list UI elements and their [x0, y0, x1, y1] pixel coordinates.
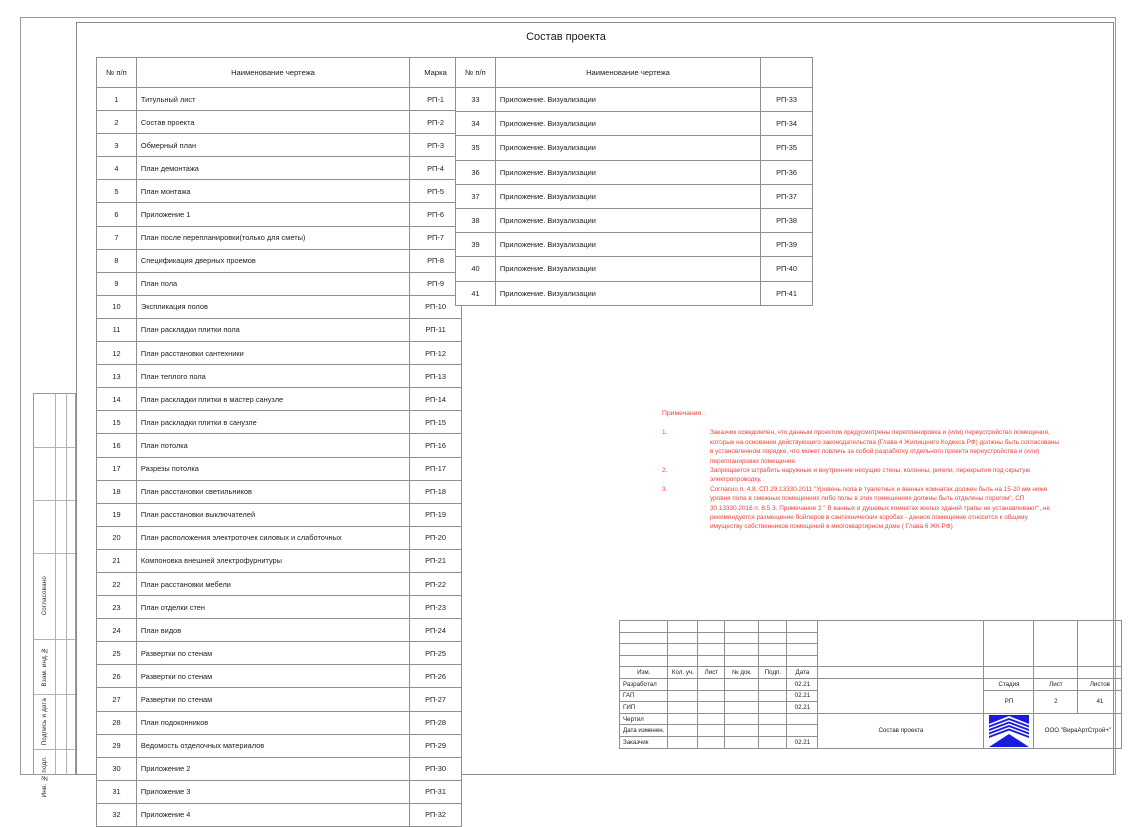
cell-number: 19	[97, 503, 137, 526]
role-label-3: Чертил	[620, 713, 668, 725]
rev-header-dok: № док.	[725, 667, 759, 679]
cell-mark: РП-32	[410, 803, 462, 826]
table-row	[97, 803, 462, 826]
company-name: ООО "ВираАртСтрой+"	[1034, 713, 1122, 748]
table-row	[97, 134, 462, 157]
cell-drawing-name: Приложение. Визуализации	[495, 208, 760, 232]
role-label-4: Дата изменен.	[620, 725, 668, 737]
table-row	[97, 596, 462, 619]
cell-drawing-name: План раскладки плитки в санузле	[136, 411, 409, 434]
cell-mark: РП-7	[410, 226, 462, 249]
stage-header-sheets: Листов	[1078, 678, 1122, 690]
table-row	[97, 734, 462, 757]
table-row	[97, 619, 462, 642]
rev-header-list: Лист	[698, 667, 725, 679]
cell-drawing-name: Компоновка внешней электрофурнитуры	[136, 549, 409, 572]
cell-drawing-name: План теплого пола	[136, 365, 409, 388]
left-stamp-hrule-1	[34, 447, 75, 448]
table-row	[456, 208, 813, 232]
col-header-name-left: Наименование чертежа	[136, 58, 409, 88]
table-row	[97, 780, 462, 803]
cell-mark: РП-30	[410, 757, 462, 780]
cell-mark: РП-38	[761, 208, 813, 232]
cell-mark: РП-5	[410, 180, 462, 203]
cell-number: 8	[97, 249, 137, 272]
stage-value-sheet: 2	[1034, 690, 1078, 713]
cell-number: 34	[456, 112, 496, 136]
cell-number: 6	[97, 203, 137, 226]
col-header-mark-left: Марка	[410, 58, 462, 88]
cell-drawing-name: Приложение. Визуализации	[495, 88, 760, 112]
notes-block	[662, 409, 1062, 532]
table-row	[97, 272, 462, 295]
cell-mark: РП-33	[761, 88, 813, 112]
cell-number: 33	[456, 88, 496, 112]
table-row	[97, 111, 462, 134]
note-item	[662, 428, 1062, 466]
note-index: 3.	[662, 485, 668, 493]
table-row	[97, 295, 462, 318]
stage-header-stage: Стадия	[984, 678, 1034, 690]
cell-number: 11	[97, 318, 137, 341]
cell-number: 27	[97, 688, 137, 711]
note-text: Заказчик осведомлен, что данным проектом предусмотрены перепланировка и (или) переустройство помещения, которые на основании действующего законодательства (Глава 4 Жилищного Кодекса РФ) должны быть согласованы в установленном порядке, что может повлечь за собой разработку отдельного проекта переустройства и (или) перепланировки помещения.	[710, 429, 1060, 465]
cell-drawing-name: Приложение. Визуализации	[495, 160, 760, 184]
table-row	[97, 572, 462, 595]
cell-drawing-name: План отделки стен	[136, 596, 409, 619]
rev-header-data: Дата	[787, 667, 818, 679]
cell-drawing-name: План расстановки выключателей	[136, 503, 409, 526]
cell-mark: РП-15	[410, 411, 462, 434]
role-date-2: 02.21	[787, 702, 818, 714]
cell-mark: РП-18	[410, 480, 462, 503]
cell-mark: РП-19	[410, 503, 462, 526]
role-date-1: 02.21	[787, 690, 818, 702]
cell-number: 12	[97, 342, 137, 365]
note-text: Согласно п. 4.8. СП 29.13330.2011 "Уровень пола в туалетных и ванных комнатах должен быть на 15-20 мм ниже уровня пола в смежных помещениях либо полы в этих помещениях должны быть отделены порогом", СП 30.13330.2016 п. 8.5.3. Примечание 2 " В ванных и душевых комнатах жилых зданий трапы не устанавливают", не рекомендуется размещение бойлеров в сантехнических коробах - данное помещение относится к общему имуществу собственников помещений в многоквартирном доме ( Глава 6 ЖК РФ)	[710, 485, 1051, 531]
role-label-1: ГАП	[620, 690, 668, 702]
cell-mark: РП-3	[410, 134, 462, 157]
cell-number: 22	[97, 572, 137, 595]
cell-drawing-name: Приложение 1	[136, 203, 409, 226]
cell-drawing-name: Приложение. Визуализации	[495, 112, 760, 136]
cell-number: 32	[97, 803, 137, 826]
cell-mark: РП-41	[761, 281, 813, 305]
table-row	[97, 688, 462, 711]
table-row	[97, 157, 462, 180]
table-row	[97, 318, 462, 341]
table-row	[456, 233, 813, 257]
table-header-row	[456, 58, 813, 88]
cell-mark: РП-40	[761, 257, 813, 281]
cell-drawing-name: Приложение 4	[136, 803, 409, 826]
cell-number: 30	[97, 757, 137, 780]
page-title: Состав проекта	[526, 31, 606, 43]
cell-number: 36	[456, 160, 496, 184]
cell-mark: РП-29	[410, 734, 462, 757]
title-block-rev-blank-row	[620, 621, 1122, 633]
cell-drawing-name: Спецификация дверных проемов	[136, 249, 409, 272]
table-row	[97, 365, 462, 388]
cell-drawing-name: План демонтажа	[136, 157, 409, 180]
cell-drawing-name: Приложение. Визуализации	[495, 257, 760, 281]
table-row	[97, 526, 462, 549]
table-row	[456, 184, 813, 208]
cell-mark: РП-16	[410, 434, 462, 457]
stage-value-stage: РП	[984, 690, 1034, 713]
table-row	[97, 388, 462, 411]
cell-mark: РП-11	[410, 318, 462, 341]
cell-drawing-name: План видов	[136, 619, 409, 642]
cell-drawing-name: Приложение. Визуализации	[495, 184, 760, 208]
cell-drawing-name: Состав проекта	[136, 111, 409, 134]
note-index: 2.	[662, 467, 668, 475]
table-row	[97, 457, 462, 480]
cell-number: 7	[97, 226, 137, 249]
cell-mark: РП-39	[761, 233, 813, 257]
col-header-number-right: № п/п	[456, 58, 496, 88]
table-row	[97, 88, 462, 111]
cell-number: 1	[97, 88, 137, 111]
table-header-row	[97, 58, 462, 88]
cell-number: 23	[97, 596, 137, 619]
cell-mark: РП-17	[410, 457, 462, 480]
cell-number: 17	[97, 457, 137, 480]
title-block-role-row	[620, 678, 1122, 690]
role-label-0: Разработал	[620, 678, 668, 690]
cell-number: 4	[97, 157, 137, 180]
notes-title: Примечания :	[662, 410, 706, 417]
title-block	[619, 620, 1122, 749]
col-header-mark-right	[761, 58, 813, 88]
cell-drawing-name: План монтажа	[136, 180, 409, 203]
stage-value-sheets: 41	[1078, 690, 1122, 713]
cell-number: 29	[97, 734, 137, 757]
cell-number: 38	[456, 208, 496, 232]
cell-number: 35	[456, 136, 496, 160]
cell-mark: РП-26	[410, 665, 462, 688]
cell-number: 5	[97, 180, 137, 203]
rev-header-kol: Кол. уч.	[668, 667, 698, 679]
cell-mark: РП-12	[410, 342, 462, 365]
table-row	[97, 642, 462, 665]
cell-mark: РП-25	[410, 642, 462, 665]
cell-drawing-name: Приложение 2	[136, 757, 409, 780]
cell-drawing-name: План раскладки плитки пола	[136, 318, 409, 341]
cell-mark: РП-37	[761, 184, 813, 208]
company-logo-cell	[984, 713, 1034, 748]
cell-mark: РП-28	[410, 711, 462, 734]
cell-mark: РП-24	[410, 619, 462, 642]
cell-drawing-name: Развертки по стенам	[136, 642, 409, 665]
table-row	[456, 88, 813, 112]
role-date-4	[787, 725, 818, 737]
cell-drawing-name: Экспликация полов	[136, 295, 409, 318]
cell-mark: РП-4	[410, 157, 462, 180]
table-row	[97, 665, 462, 688]
cell-drawing-name: План пола	[136, 272, 409, 295]
rev-header-izm: Изм.	[620, 667, 668, 679]
table-row	[97, 180, 462, 203]
viraartstroy-logo-icon	[989, 715, 1029, 747]
table-row	[97, 480, 462, 503]
cell-drawing-name: План расположения электроточек силовых и слаботочных	[136, 526, 409, 549]
cell-drawing-name: Приложение. Визуализации	[495, 233, 760, 257]
cell-number: 37	[456, 184, 496, 208]
left-stamp-label-soglasovano: Согласовано	[41, 576, 48, 616]
table-row	[456, 257, 813, 281]
cell-number: 16	[97, 434, 137, 457]
cell-drawing-name: Обмерный план	[136, 134, 409, 157]
stage-header-sheet: Лист	[1034, 678, 1078, 690]
cell-drawing-name: План расстановки сантехники	[136, 342, 409, 365]
cell-drawing-name: Титульный лист	[136, 88, 409, 111]
role-date-3	[787, 713, 818, 725]
title-block-role-row	[620, 713, 1122, 725]
left-stamp-label-vzam: Взам. инд.№	[41, 646, 48, 687]
cell-drawing-name: Развертки по стенам	[136, 688, 409, 711]
cell-mark: РП-36	[761, 160, 813, 184]
cell-mark: РП-20	[410, 526, 462, 549]
role-date-5: 02.21	[787, 736, 818, 748]
drawing-list-table-left	[96, 57, 462, 827]
cell-number: 13	[97, 365, 137, 388]
cell-mark: РП-27	[410, 688, 462, 711]
cell-mark: РП-8	[410, 249, 462, 272]
cell-mark: РП-13	[410, 365, 462, 388]
cell-number: 41	[456, 281, 496, 305]
table-row	[456, 281, 813, 305]
chevron-logo-svg	[989, 715, 1029, 747]
table-row	[456, 112, 813, 136]
cell-drawing-name: Разрезы потолка	[136, 457, 409, 480]
cell-drawing-name: Развертки по стенам	[136, 665, 409, 688]
table-row	[97, 249, 462, 272]
cell-number: 21	[97, 549, 137, 572]
rev-header-podp: Подп.	[759, 667, 787, 679]
cell-number: 2	[97, 111, 137, 134]
cell-number: 14	[97, 388, 137, 411]
cell-drawing-name: Приложение. Визуализации	[495, 281, 760, 305]
left-stamp-label-inv-podl: Инв. № подл.	[41, 755, 48, 798]
title-block-rev-header-row	[620, 667, 1122, 679]
table-row	[97, 711, 462, 734]
cell-number: 3	[97, 134, 137, 157]
left-margin-stamp	[33, 393, 76, 798]
table-row	[97, 503, 462, 526]
cell-drawing-name: План раскладки плитки в мастер санузле	[136, 388, 409, 411]
cell-number: 15	[97, 411, 137, 434]
table-row	[97, 434, 462, 457]
cell-drawing-name: План расстановки мебели	[136, 572, 409, 595]
col-header-name-right: Наименование чертежа	[495, 58, 760, 88]
cell-number: 26	[97, 665, 137, 688]
table-row	[97, 549, 462, 572]
cell-drawing-name: План подоконников	[136, 711, 409, 734]
left-stamp-divider-1	[55, 394, 56, 774]
cell-mark: РП-23	[410, 596, 462, 619]
table-row	[97, 411, 462, 434]
left-stamp-divider-2	[66, 394, 67, 774]
table-row	[97, 757, 462, 780]
table-row	[456, 136, 813, 160]
note-index: 1.	[662, 429, 668, 437]
left-stamp-label-podpis-data: Подпись и дата	[41, 697, 48, 746]
table-row	[97, 342, 462, 365]
cell-mark: РП-22	[410, 572, 462, 595]
left-stamp-hrule-2	[34, 500, 75, 501]
col-header-number-left: № п/п	[97, 58, 137, 88]
cell-number: 25	[97, 642, 137, 665]
cell-number: 28	[97, 711, 137, 734]
cell-number: 31	[97, 780, 137, 803]
left-stamp-cell-podpis-data	[34, 694, 55, 749]
left-stamp-cell-vzam	[34, 639, 55, 694]
note-text: Запрещается штрабить наружные и внутренние несущие стены, колонны, ригели, перекрытия под скрытую электропроводку.	[710, 467, 1031, 484]
role-label-2: ГИП	[620, 702, 668, 714]
cell-number: 24	[97, 619, 137, 642]
cell-mark: РП-34	[761, 112, 813, 136]
cell-number: 10	[97, 295, 137, 318]
cell-drawing-name: План расстановки светильников	[136, 480, 409, 503]
note-item	[662, 466, 1062, 485]
cell-mark: РП-14	[410, 388, 462, 411]
cell-mark: РП-6	[410, 203, 462, 226]
cell-number: 39	[456, 233, 496, 257]
role-date-0: 02.21	[787, 678, 818, 690]
cell-mark: РП-31	[410, 780, 462, 803]
note-item	[662, 485, 1062, 532]
cell-mark: РП-10	[410, 295, 462, 318]
title-block-doc-name: Состав проекта	[818, 713, 984, 748]
cell-mark: РП-21	[410, 549, 462, 572]
cell-drawing-name: Ведомость отделочных материалов	[136, 734, 409, 757]
table-row	[97, 203, 462, 226]
table-row	[456, 160, 813, 184]
cell-number: 18	[97, 480, 137, 503]
cell-mark: РП-35	[761, 136, 813, 160]
cell-drawing-name: Приложение. Визуализации	[495, 136, 760, 160]
drawing-list-table-right	[455, 57, 813, 306]
role-label-5: Заказчик	[620, 736, 668, 748]
cell-mark: РП-2	[410, 111, 462, 134]
cell-drawing-name: Приложение 3	[136, 780, 409, 803]
left-stamp-cell-soglasovano	[34, 553, 55, 639]
cell-number: 20	[97, 526, 137, 549]
cell-mark: РП-9	[410, 272, 462, 295]
cell-mark: РП-1	[410, 88, 462, 111]
cell-number: 40	[456, 257, 496, 281]
left-stamp-cell-inv-podl	[34, 749, 55, 804]
cell-number: 9	[97, 272, 137, 295]
cell-drawing-name: План после перепланировки(только для сметы)	[136, 226, 409, 249]
cell-drawing-name: План потолка	[136, 434, 409, 457]
table-row	[97, 226, 462, 249]
